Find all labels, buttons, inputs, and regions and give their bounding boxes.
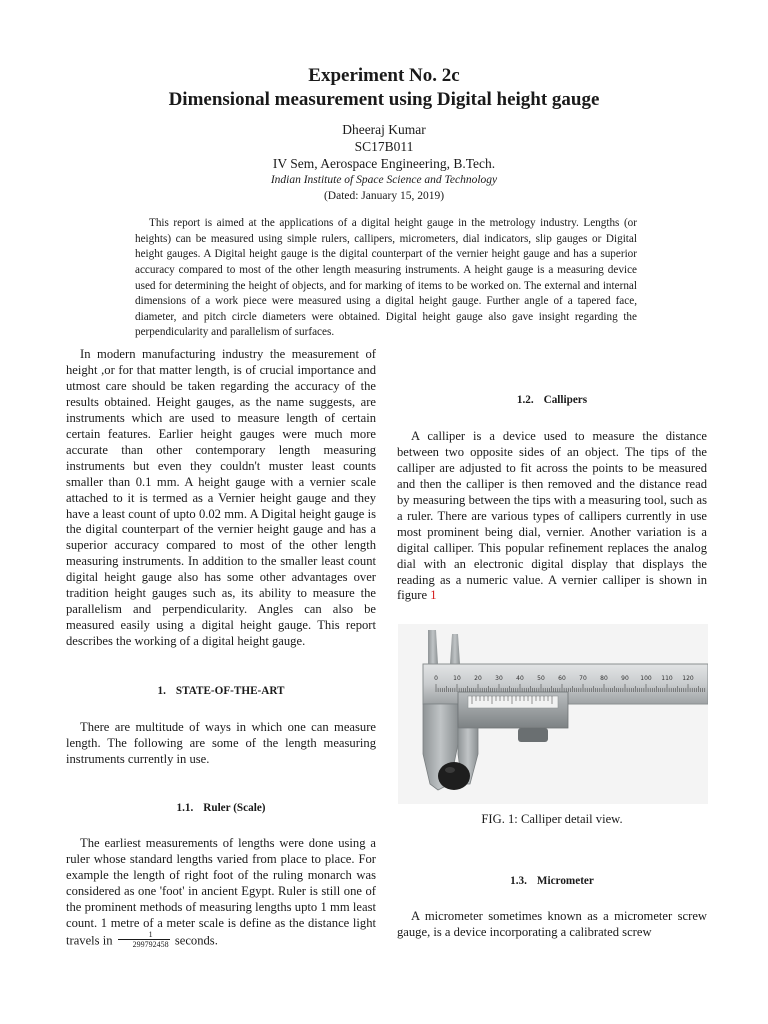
measured-object	[438, 762, 470, 790]
section-1-3-heading	[397, 874, 707, 890]
scale-label: 80	[600, 675, 608, 682]
right-column	[397, 347, 707, 604]
scale-label: 120	[682, 675, 694, 682]
author-institute: Indian Institute of Space Science and Technology	[270, 174, 498, 186]
fraction-numerator: 1	[118, 930, 170, 940]
section-1-heading	[66, 684, 376, 700]
section-1-2-title: Callipers	[543, 394, 588, 406]
section-1-3-title: Micrometer	[536, 875, 594, 887]
calliper-figure	[398, 624, 708, 804]
author-name: Dheeraj Kumar	[342, 122, 426, 137]
right-column-lower	[397, 874, 707, 941]
intro-paragraph: In modern manufacturing industry the measurement of height ,or for that matter length, is of crucial importance and utmost care should be taken regarding the accuracy of the results obtained. Height gauges, as the name suggests, are instruments which are used to measure length of certain certain features. Earlier height gauges were much more accurate than other contemporary length measuring instruments but even they couldn't muster least counts smaller than 0.1 mm. A height gauge with a vernier scale attached to it is termed as a Vernier height gauge and they have a least count of upto 0.02 mm. A Digital height gauge is the digital counterpart of the vernier height gauge and has a superior accuracy compared to most of the other length measuring instruments. In addition to the smaller least count digital height gauge also has some other advantages over tradition height gauges such as, its ability to measure the parallelism and perpendicularity. Angles can also be measured easily using a digital height gauge. This report describes the working of a digital height gauge.	[66, 347, 376, 649]
calliper-image	[398, 624, 708, 804]
scale-label: 70	[579, 675, 587, 682]
scale-label: 10	[453, 675, 461, 682]
title-line-1: Experiment No. 2c	[308, 65, 460, 86]
scale-label: 20	[474, 675, 482, 682]
section-1-1-text-before: The earliest measurements of lengths were done using a ruler whose standard lengths varied from place to place. For example the length of right foot of the ruling monarch was considered as one 'foot' in ancient Egypt. Ruler is still one of the prominent methods of measuring lengths upto 1 mm least count. 1 metre of a meter scale is define as the distance light travels in	[66, 835, 376, 947]
section-1-1-text-after: seconds.	[174, 932, 218, 947]
vernier-scale-plate	[468, 696, 558, 708]
section-1-2-heading	[397, 393, 707, 409]
section-1-1-text	[66, 836, 376, 951]
section-1-text: There are multitude of ways in which one can measure length. The following are some of the length measuring instruments currently in use.	[66, 720, 376, 766]
scale-label: 30	[495, 675, 503, 682]
date-line: (Dated: January 15, 2019)	[323, 190, 445, 202]
thumb-screw	[518, 728, 548, 742]
scale-label: 60	[558, 675, 566, 682]
section-1-number: 1.	[157, 685, 166, 698]
fraction-denominator: 299792458	[132, 939, 169, 949]
figure-reference-link[interactable]: 1	[430, 588, 437, 603]
scale-label: 100	[640, 675, 652, 682]
paper-title	[0, 64, 768, 112]
scale-label: 90	[621, 675, 629, 682]
section-1-2-text	[397, 429, 707, 604]
scale-label: 110	[661, 675, 673, 682]
section-1-1-heading	[66, 801, 376, 817]
section-1-2-number: 1.2.	[516, 394, 534, 406]
section-1-3-text: A micrometer sometimes known as a micrometer screw gauge, is a device incorporating a calibrated screw	[397, 908, 707, 939]
left-column	[66, 347, 376, 951]
scale-label: 50	[537, 675, 545, 682]
section-1-1-number: 1.1.	[176, 801, 194, 814]
section-1-title: STATE-OF-THE-ART	[175, 685, 285, 698]
author-block	[0, 121, 768, 204]
author-roll: SC17B011	[354, 139, 414, 154]
abstract: This report is aimed at the applications of a digital height gauge in the metrology industry. Lengths (or heights) can be measured using simple rulers, callipers, micrometers, dial indicators, slip gauges or Digital height gauges. A Digital height gauge is the digital counterpart of the vernier height gauge and has a superior accuracy compared to most of the other length measuring instruments. A height gauge is a measuring device used for determining the height of objects, and for marking of items to be worked on. The external and internal dimensions of a work piece were measured using a digital height gauge. Further angle of a tapered face, diameter, and pitch circle diameters were obtained. Digital height gauge also gave insight regarding the perpendicularity and parallelism of surfaces.	[135, 217, 637, 339]
fraction	[118, 930, 170, 949]
title-line-2: Dimensional measurement using Digital height gauge	[168, 89, 600, 110]
author-program: IV Sem, Aerospace Engineering, B.Tech.	[272, 156, 496, 171]
section-1-1-title: Ruler (Scale)	[203, 801, 266, 814]
scale-label: 40	[516, 675, 524, 682]
scale-label: 0	[434, 675, 438, 682]
figure-caption: FIG. 1: Calliper detail view.	[481, 812, 623, 826]
section-1-2-body: A calliper is a device used to measure the distance between two opposite sides of an object. The tips of the calliper are adjusted to fit across the points to be measured and then the calliper is then removed and the distance read by measuring between the tips with a measuring tool, such as a ruler. There are various types of callipers currently in use most prominent being dial, vernier. Another variation is a digital calliper. This popular refinement replaces the analog dial with an electronic digital display that displays the reading as a numeric value. A vernier calliper is shown in figure	[397, 428, 707, 603]
section-1-3-number: 1.3.	[510, 875, 527, 887]
